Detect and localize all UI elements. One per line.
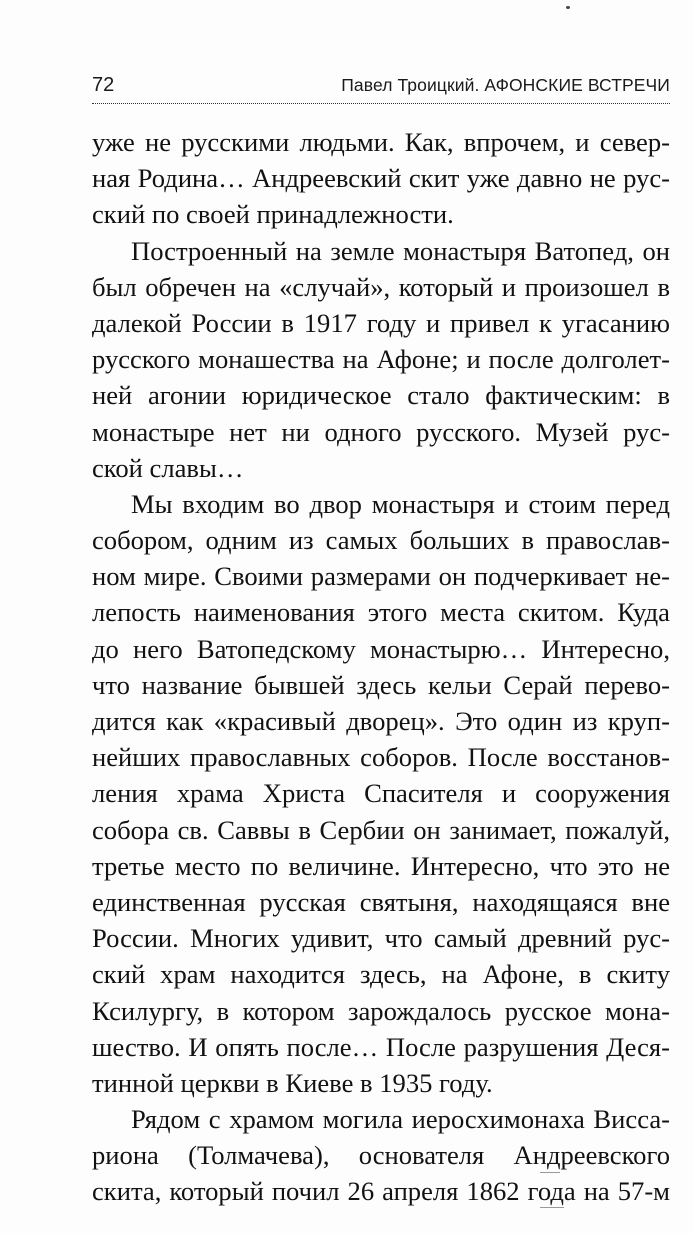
text-line: тинной церкви в Киеве в 1935 году. <box>92 1067 493 1098</box>
header-rule <box>92 103 670 104</box>
text-line: ления храма Христа Спасителя и сооружения <box>92 778 670 809</box>
text-line: шество. И опять после… После разрушения Деся- <box>92 1031 670 1062</box>
text-line: монастыре нет ни одного русского. Музей рус- <box>92 416 670 447</box>
scan-speck <box>566 6 570 9</box>
running-title: Павел Троицкий. АФОНСКИЕ ВСТРЕЧИ <box>341 75 670 95</box>
text-line: Мы входим во двор монастыря и стоим перед <box>131 488 670 519</box>
text-line: Построенный на земле монастыря Ватопед, он <box>131 235 670 266</box>
text-line: собором, одним из самых больших в православ- <box>92 525 670 556</box>
text-line: ский по своей принадлежности. <box>92 199 454 230</box>
text-line: риона (Толмачева), основателя Андреевского <box>92 1140 670 1171</box>
text-line: русского монашества на Афоне; и после долголет- <box>92 344 670 375</box>
text-line: был обречен на «случай», который и произошел в <box>92 271 670 302</box>
page-number: 72 <box>92 74 115 96</box>
text-line: России. Многих удивит, что самый древний рус- <box>92 923 670 954</box>
text-line: далекой России в 1917 году и привел к угасанию <box>92 307 670 338</box>
body-text <box>92 124 670 1210</box>
text-line: лепость наименования этого места скитом. Куда <box>92 597 670 628</box>
text-line: Рядом с храмом могила иеросхимонаха Висса- <box>131 1104 670 1135</box>
text-line: до него Ватопедскому монастырю… Интересно, <box>92 633 670 664</box>
text-line: ской славы… <box>92 452 244 483</box>
text-line: дится как «красивый дворец». Это один из круп- <box>92 706 670 736</box>
scan-speck <box>540 1207 564 1208</box>
text-line: ский храм находится здесь, на Афоне, в скиту <box>92 959 670 990</box>
text-line: Ксилургу, в котором зарождалось русское мона- <box>92 995 670 1026</box>
text-line: ном мире. Своими размерами он подчеркивает не- <box>92 561 670 592</box>
scan-speck <box>540 1172 560 1173</box>
text-line: что название бывшей здесь кельи Серай перево- <box>92 669 670 700</box>
text-line: собора св. Саввы в Сербии он занимает, пожалуй, <box>92 814 670 845</box>
text-line: третье место по величине. Интересно, что это не <box>92 850 670 881</box>
text-line: ная Родина… Андреевский скит уже давно не рус- <box>92 163 670 194</box>
text-line: ней агонии юридическое стало фактическим: в <box>92 380 670 411</box>
text-line: скита, который почил 26 апреля 1862 года на 57-м <box>92 1176 670 1207</box>
running-header <box>92 74 670 104</box>
text-line: нейших православных соборов. После восстанов- <box>92 742 670 773</box>
text-line: единственная русская святыня, находящаяся вне <box>92 886 670 917</box>
text-line: уже не русскими людьми. Как, впрочем, и север- <box>92 127 670 157</box>
